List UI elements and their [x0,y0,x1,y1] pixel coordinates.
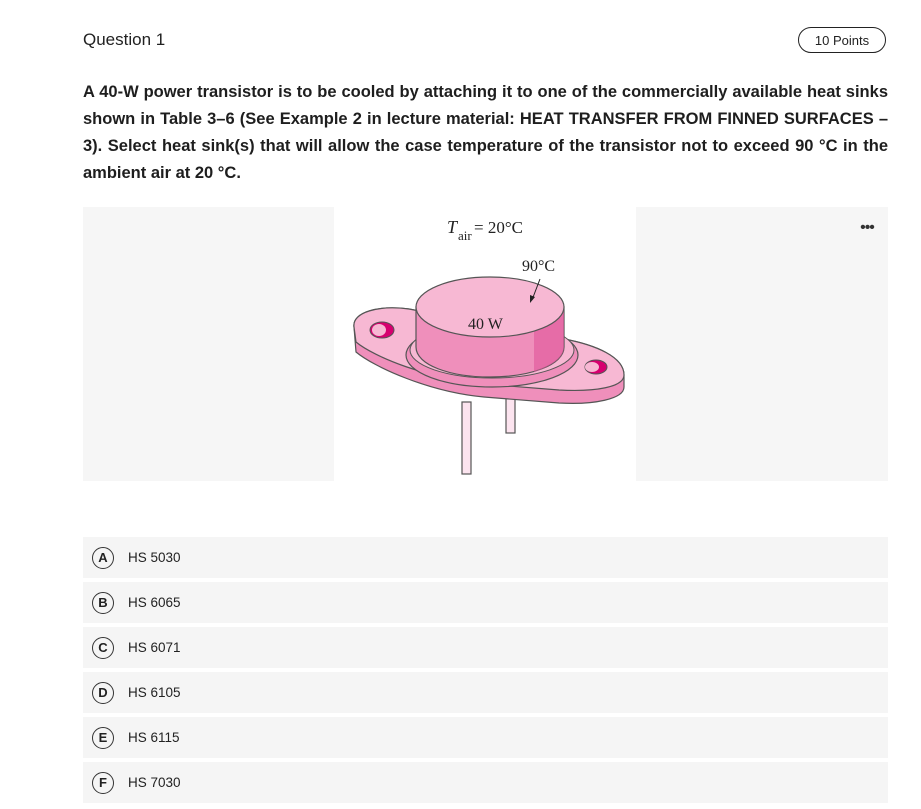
transistor-lead-right [506,397,515,433]
mounting-hole-right-inner [585,362,599,372]
image-letterbox-left [83,207,334,481]
transistor-figure [334,207,636,481]
points-badge: 10 Points [798,27,886,53]
image-letterbox-right [636,207,888,481]
air-temp-symbol: T [447,217,458,237]
option-label: HS 7030 [128,775,181,790]
option-letter: E [92,727,114,749]
option-label: HS 6071 [128,640,181,655]
transistor-diagram [334,207,636,481]
option-c[interactable] [83,627,888,668]
option-letter: C [92,637,114,659]
option-label: HS 5030 [128,550,181,565]
option-d[interactable] [83,672,888,713]
mounting-hole-left-inner [372,324,386,336]
more-options-icon[interactable]: ••• [860,219,874,236]
case-temp-label: 90°C [522,258,556,275]
power-label: 40 W [468,316,503,333]
option-letter: F [92,772,114,794]
option-e[interactable] [83,717,888,758]
option-f[interactable] [83,762,888,803]
option-a[interactable] [83,537,888,578]
option-letter: B [92,592,114,614]
option-letter: A [92,547,114,569]
option-label: HS 6105 [128,685,181,700]
option-label: HS 6065 [128,595,181,610]
option-b[interactable] [83,582,888,623]
option-label: HS 6115 [128,730,180,745]
air-temp-subscript: air [458,228,472,243]
question-title: Question 1 [83,30,166,49]
transistor-lead-left [462,402,471,474]
option-letter: D [92,682,114,704]
question-text: A 40-W power transistor is to be cooled by attaching it to one of the commercially available heat sinks shown in Table 3–6 (See Example 2 in lecture material: HEAT TRANSFER FROM FINNED SURFACES – 3). Select heat sink(s) that will allow the case temperature of the transistor not to exceed 90 °C in the ambient air at 20 °C. [83,83,888,182]
question-image [83,207,888,481]
air-temp-value: = 20°C [474,218,523,237]
